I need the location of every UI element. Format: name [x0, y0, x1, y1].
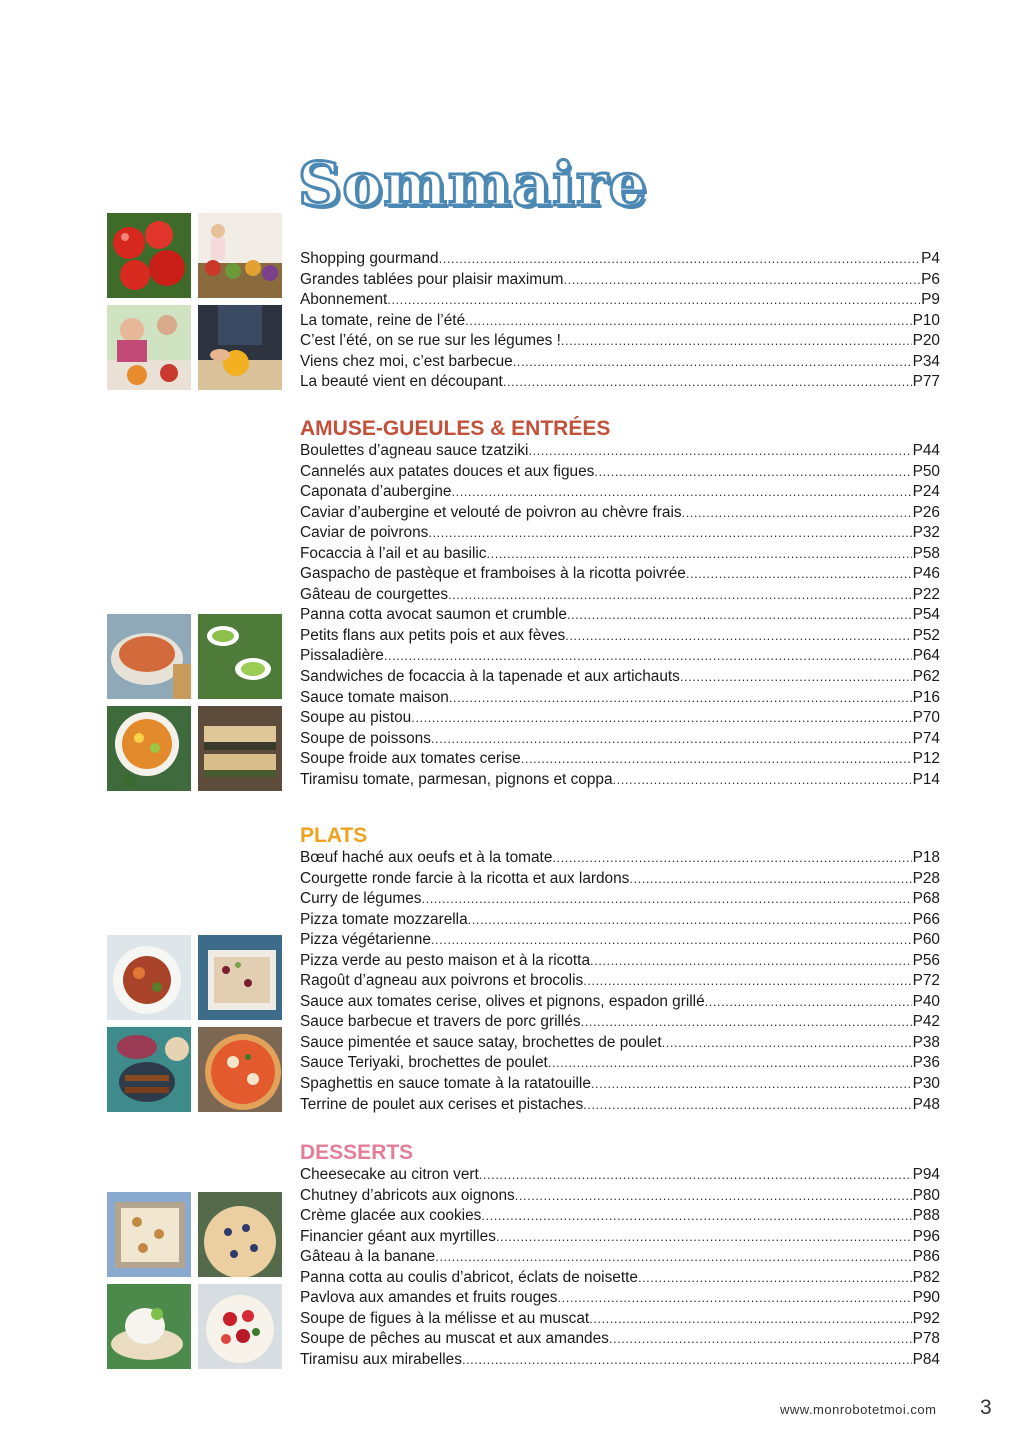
dot-leader [552, 848, 911, 869]
toc-entry-page: P58 [912, 544, 940, 562]
section-title: DESSERTS [300, 1141, 414, 1164]
toc-entry [300, 1268, 940, 1289]
toc-entry [300, 331, 940, 352]
toc-entry-title: Soupe froide aux tomates cerise [300, 750, 521, 768]
toc-entry-title: Panna cotta au coulis d’abricot, éclats de noisette [300, 1268, 638, 1286]
toc-entry-page: P86 [912, 1248, 940, 1266]
outdoor-table-photo [107, 305, 191, 390]
dot-leader [563, 270, 920, 291]
toc-entry-page: P50 [912, 462, 940, 480]
dot-leader [468, 910, 912, 931]
toc-entry-title: Sauce barbecue et travers de porc grillés [300, 1013, 581, 1031]
dot-leader [581, 1012, 912, 1033]
toc-entry-title: Viens chez moi, c’est barbecue [300, 352, 513, 370]
toc-entry [300, 564, 940, 585]
pasta-plate-photo [107, 935, 191, 1020]
toc-entry-page: P70 [912, 709, 940, 727]
toc-entry-page: P22 [912, 585, 940, 603]
toc-entry-page: P90 [912, 1289, 940, 1307]
dot-leader [583, 1095, 911, 1116]
toc-entry [300, 1033, 940, 1054]
cheesecake-tray-photo [107, 1192, 191, 1277]
toc-entry-page: P77 [912, 373, 940, 391]
toc-entry-page: P74 [912, 729, 940, 747]
cutting-mango-photo [198, 305, 282, 390]
toc-entry-title: Terrine de poulet aux cerises et pistaches [300, 1095, 584, 1113]
toc-entry [300, 290, 940, 311]
toc-entry-page: P16 [912, 688, 940, 706]
section-title: AMUSE-GUEULES & ENTRÉES [300, 417, 611, 440]
dot-leader [558, 1288, 912, 1309]
dot-leader [686, 564, 912, 585]
toc-entry [300, 482, 940, 503]
toc-entry-title: Soupe de pêches au muscat et aux amandes [300, 1330, 609, 1348]
toc-section-amuse-gueules [300, 417, 940, 790]
toc-entry [300, 729, 940, 750]
toc-entry [300, 889, 940, 910]
toc-entry-title: Gâteau de courgettes [300, 585, 449, 603]
market-stall-photo [198, 213, 282, 298]
toc-entry-title: Soupe de poissons [300, 729, 431, 747]
dot-leader [462, 1350, 912, 1371]
toc-entry [300, 1095, 940, 1116]
dot-leader [629, 869, 911, 890]
toc-entry [300, 708, 940, 729]
toc-entry-title: Caviar de poivrons [300, 524, 429, 542]
toc-entry-page: P26 [912, 503, 940, 521]
toc-entry-page: P62 [912, 668, 940, 686]
toc-entry-title: Tiramisu aux mirabelles [300, 1350, 462, 1368]
toc-entry-page: P4 [921, 250, 940, 267]
toc-entry [300, 626, 940, 647]
toc-entry-title: Pavlova aux amandes et fruits rouges [300, 1289, 558, 1307]
toc-entry-title: Gaspacho de pastèque et framboises à la ricotta poivrée [300, 565, 686, 583]
toc-entry [300, 372, 940, 393]
toc-entry [300, 503, 940, 524]
pavlova-photo [198, 1284, 282, 1369]
toc-entry-title: Crème glacée aux cookies [300, 1207, 482, 1225]
toc-entry [300, 1309, 940, 1330]
toc-entry-title: Financier géant aux myrtilles [300, 1227, 496, 1245]
toc-entry-title: Focaccia à l’ail et au basilic [300, 544, 487, 562]
toc-entry-page: P80 [912, 1186, 940, 1204]
toc-entry-page: P88 [912, 1207, 940, 1225]
toc-entry-page: P34 [912, 352, 940, 370]
dot-leader [479, 1165, 912, 1186]
footer-website: www.monrobotetmoi.com [780, 1402, 937, 1417]
dot-leader [680, 667, 912, 688]
terrine-photo [198, 935, 282, 1020]
toc-entry-page: P20 [912, 332, 940, 350]
dot-leader [435, 1247, 911, 1268]
toc-entry-title: Courgette ronde farcie à la ricotta et aux lardons [300, 869, 630, 887]
dot-leader [548, 1053, 912, 1074]
toc-entry-page: P10 [912, 311, 940, 329]
toc-entry-title: Sauce Teriyaki, brochettes de poulet [300, 1054, 548, 1072]
toc-entry-title: Gâteau à la banane [300, 1248, 436, 1266]
toc-entry [300, 992, 940, 1013]
toc-entry [300, 544, 940, 565]
toc-entry [300, 441, 940, 462]
toc-entry-title: Shopping gourmand [300, 250, 439, 267]
page-number: 3 [980, 1396, 992, 1419]
vegetable-soup-photo [107, 706, 191, 791]
toc-section-plats [300, 824, 940, 1115]
toc-entry [300, 605, 940, 626]
toc-entry [300, 523, 940, 544]
toc-entry [300, 1288, 940, 1309]
dot-leader [451, 482, 911, 503]
toc-entry-page: P66 [912, 910, 940, 928]
toc-entry-title: Sauce tomate maison [300, 688, 449, 706]
toc-entry [300, 869, 940, 890]
toc-entry [300, 1329, 940, 1350]
toc-entry-page: P78 [912, 1330, 940, 1348]
toc-entry-page: P82 [912, 1268, 940, 1286]
panna-cotta-photo [107, 1284, 191, 1369]
dot-leader [561, 331, 912, 352]
toc-entry [300, 930, 940, 951]
toc-entry-page: P68 [912, 890, 940, 908]
toc-entry-page: P60 [912, 931, 940, 949]
toc-entry-title: Sandwiches de focaccia à la tapenade et aux artichauts [300, 668, 680, 686]
toc-entry [300, 311, 940, 332]
toc-entry-page: P32 [912, 524, 940, 542]
dot-leader [439, 249, 921, 270]
toc-entry [300, 770, 940, 791]
dot-leader [431, 930, 912, 951]
toc-entry-title: Sauce pimentée et sauce satay, brochettes de poulet [300, 1033, 662, 1051]
toc-entry [300, 951, 940, 972]
toc-section-desserts [300, 1141, 940, 1370]
toc-entry [300, 585, 940, 606]
dot-leader [705, 992, 912, 1013]
toc-entry [300, 749, 940, 770]
toc-entry-page: P14 [912, 770, 940, 788]
dot-leader [421, 889, 911, 910]
dot-leader [431, 729, 912, 750]
dot-leader [609, 1329, 912, 1350]
dot-leader [384, 646, 912, 667]
page-title: Sommaire [298, 150, 648, 220]
toc-entry-title: Pissaladière [300, 647, 384, 665]
toc-entry-title: Tiramisu tomate, parmesan, pignons et coppa [300, 770, 613, 788]
dot-leader [503, 372, 912, 393]
dot-leader [428, 523, 911, 544]
toc-entry-page: P44 [912, 442, 940, 459]
toc-entry-page: P42 [912, 1013, 940, 1031]
toc-entry-title: Panna cotta avocat saumon et crumble [300, 606, 567, 624]
toc-entry-title: Bœuf haché aux oeufs et à la tomate [300, 849, 553, 866]
toc-entry-page: P28 [912, 869, 940, 887]
toc-entry-page: P38 [912, 1033, 940, 1051]
toc-entry [300, 1247, 940, 1268]
toc-entry-title: Grandes tablées pour plaisir maximum [300, 270, 564, 288]
dot-leader [465, 311, 911, 332]
toc-entry-page: P48 [912, 1095, 940, 1113]
toc-entry-title: Petits flans aux petits pois et aux fèves [300, 626, 566, 644]
toc-entry [300, 1053, 940, 1074]
toc-entry-page: P40 [912, 992, 940, 1010]
section-title: PLATS [300, 824, 368, 847]
toc-entry-page: P12 [912, 750, 940, 768]
toc-entry [300, 1165, 940, 1186]
toc-entry-page: P56 [912, 951, 940, 969]
toc-entry [300, 352, 940, 373]
toc-entry-title: Soupe au pistou [300, 709, 412, 727]
dot-leader [448, 585, 912, 606]
toc-entry-page: P36 [912, 1054, 940, 1072]
toc-entry-title: Sauce aux tomates cerise, olives et pignons, espadon grillé [300, 992, 705, 1010]
toc-entry-page: P18 [912, 849, 940, 866]
tomatoes-photo [107, 213, 191, 298]
toc-entry-title: Pizza végétarienne [300, 931, 431, 949]
dot-leader [594, 462, 911, 483]
toc-entry-page: P6 [921, 270, 940, 288]
toc-entry [300, 249, 940, 270]
dot-leader [583, 971, 911, 992]
grilled-skewers-photo [107, 1027, 191, 1112]
toc-entry-title: Soupe de figues à la mélisse et au muscat [300, 1309, 590, 1327]
toc-entry-page: P96 [912, 1227, 940, 1245]
toc-entry-title: C’est l’été, on se rue sur les légumes ! [300, 332, 561, 350]
toc-entry [300, 646, 940, 667]
toc-entry [300, 462, 940, 483]
toc-entry-title: Spaghettis en sauce tomate à la ratatouille [300, 1075, 591, 1093]
dot-leader [567, 605, 912, 626]
dot-leader [565, 626, 911, 647]
dot-leader [521, 749, 912, 770]
toc-entry-page: P84 [912, 1350, 940, 1368]
toc-entry [300, 667, 940, 688]
dot-leader [411, 708, 911, 729]
green-soup-cups-photo [198, 614, 282, 699]
toc-entry [300, 1186, 940, 1207]
dip-bowl-photo [107, 614, 191, 699]
toc-entry [300, 1206, 940, 1227]
toc-entry-page: P64 [912, 647, 940, 665]
toc-entry-page: P46 [912, 565, 940, 583]
toc-entry-title: Boulettes d’agneau sauce tzatziki [300, 442, 529, 459]
dot-leader [589, 1309, 911, 1330]
toc-entry-title: La tomate, reine de l’été [300, 311, 466, 329]
dot-leader [481, 1206, 911, 1227]
toc-entry [300, 1227, 940, 1248]
toc-entry [300, 688, 940, 709]
toc-entry-page: P52 [912, 626, 940, 644]
dot-leader [449, 688, 912, 709]
dot-leader [682, 503, 912, 524]
toc-entry-page: P30 [912, 1075, 940, 1093]
toc-entry [300, 1350, 940, 1371]
toc-entry [300, 910, 940, 931]
blueberry-cake-photo [198, 1192, 282, 1277]
toc-entry-title: La beauté vient en découpant [300, 373, 503, 391]
dot-leader [515, 1186, 912, 1207]
toc-entry [300, 270, 940, 291]
dot-leader [528, 441, 911, 462]
toc-entry-title: Caponata d’aubergine [300, 483, 452, 501]
dot-leader [486, 544, 911, 565]
toc-entry-page: P94 [912, 1166, 940, 1183]
dot-leader [662, 1033, 912, 1054]
toc-entry-title: Pizza verde au pesto maison et à la ricotta [300, 951, 591, 969]
toc-entry-page: P54 [912, 606, 940, 624]
toc-entry [300, 1012, 940, 1033]
toc-entry [300, 1074, 940, 1095]
focaccia-sandwich-photo [198, 706, 282, 791]
toc-entry-page: P9 [921, 291, 940, 309]
dot-leader [590, 951, 912, 972]
toc-entry-page: P24 [912, 483, 940, 501]
toc-entry-page: P72 [912, 972, 940, 990]
toc-intro-list [300, 249, 940, 393]
dot-leader [638, 1268, 912, 1289]
toc-entry-title: Cannelés aux patates douces et aux figues [300, 462, 595, 480]
toc-entry-title: Ragoût d’agneau aux poivrons et brocolis [300, 972, 584, 990]
dot-leader [613, 770, 912, 791]
toc-entry-title: Abonnement [300, 291, 388, 309]
toc-entry-title: Curry de légumes [300, 890, 422, 908]
toc-entry-title: Caviar d’aubergine et velouté de poivron au chèvre frais [300, 503, 682, 521]
pizza-photo [198, 1027, 282, 1112]
toc-entry [300, 848, 940, 869]
toc-entry-title: Pizza tomate mozzarella [300, 910, 468, 928]
dot-leader [496, 1227, 912, 1248]
dot-leader [513, 352, 912, 373]
toc-entry [300, 971, 940, 992]
dot-leader [591, 1074, 912, 1095]
dot-leader [387, 290, 920, 311]
toc-entry-title: Chutney d’abricots aux oignons [300, 1186, 515, 1204]
toc-entry-title: Cheesecake au citron vert [300, 1166, 479, 1183]
toc-entry-page: P92 [912, 1309, 940, 1327]
